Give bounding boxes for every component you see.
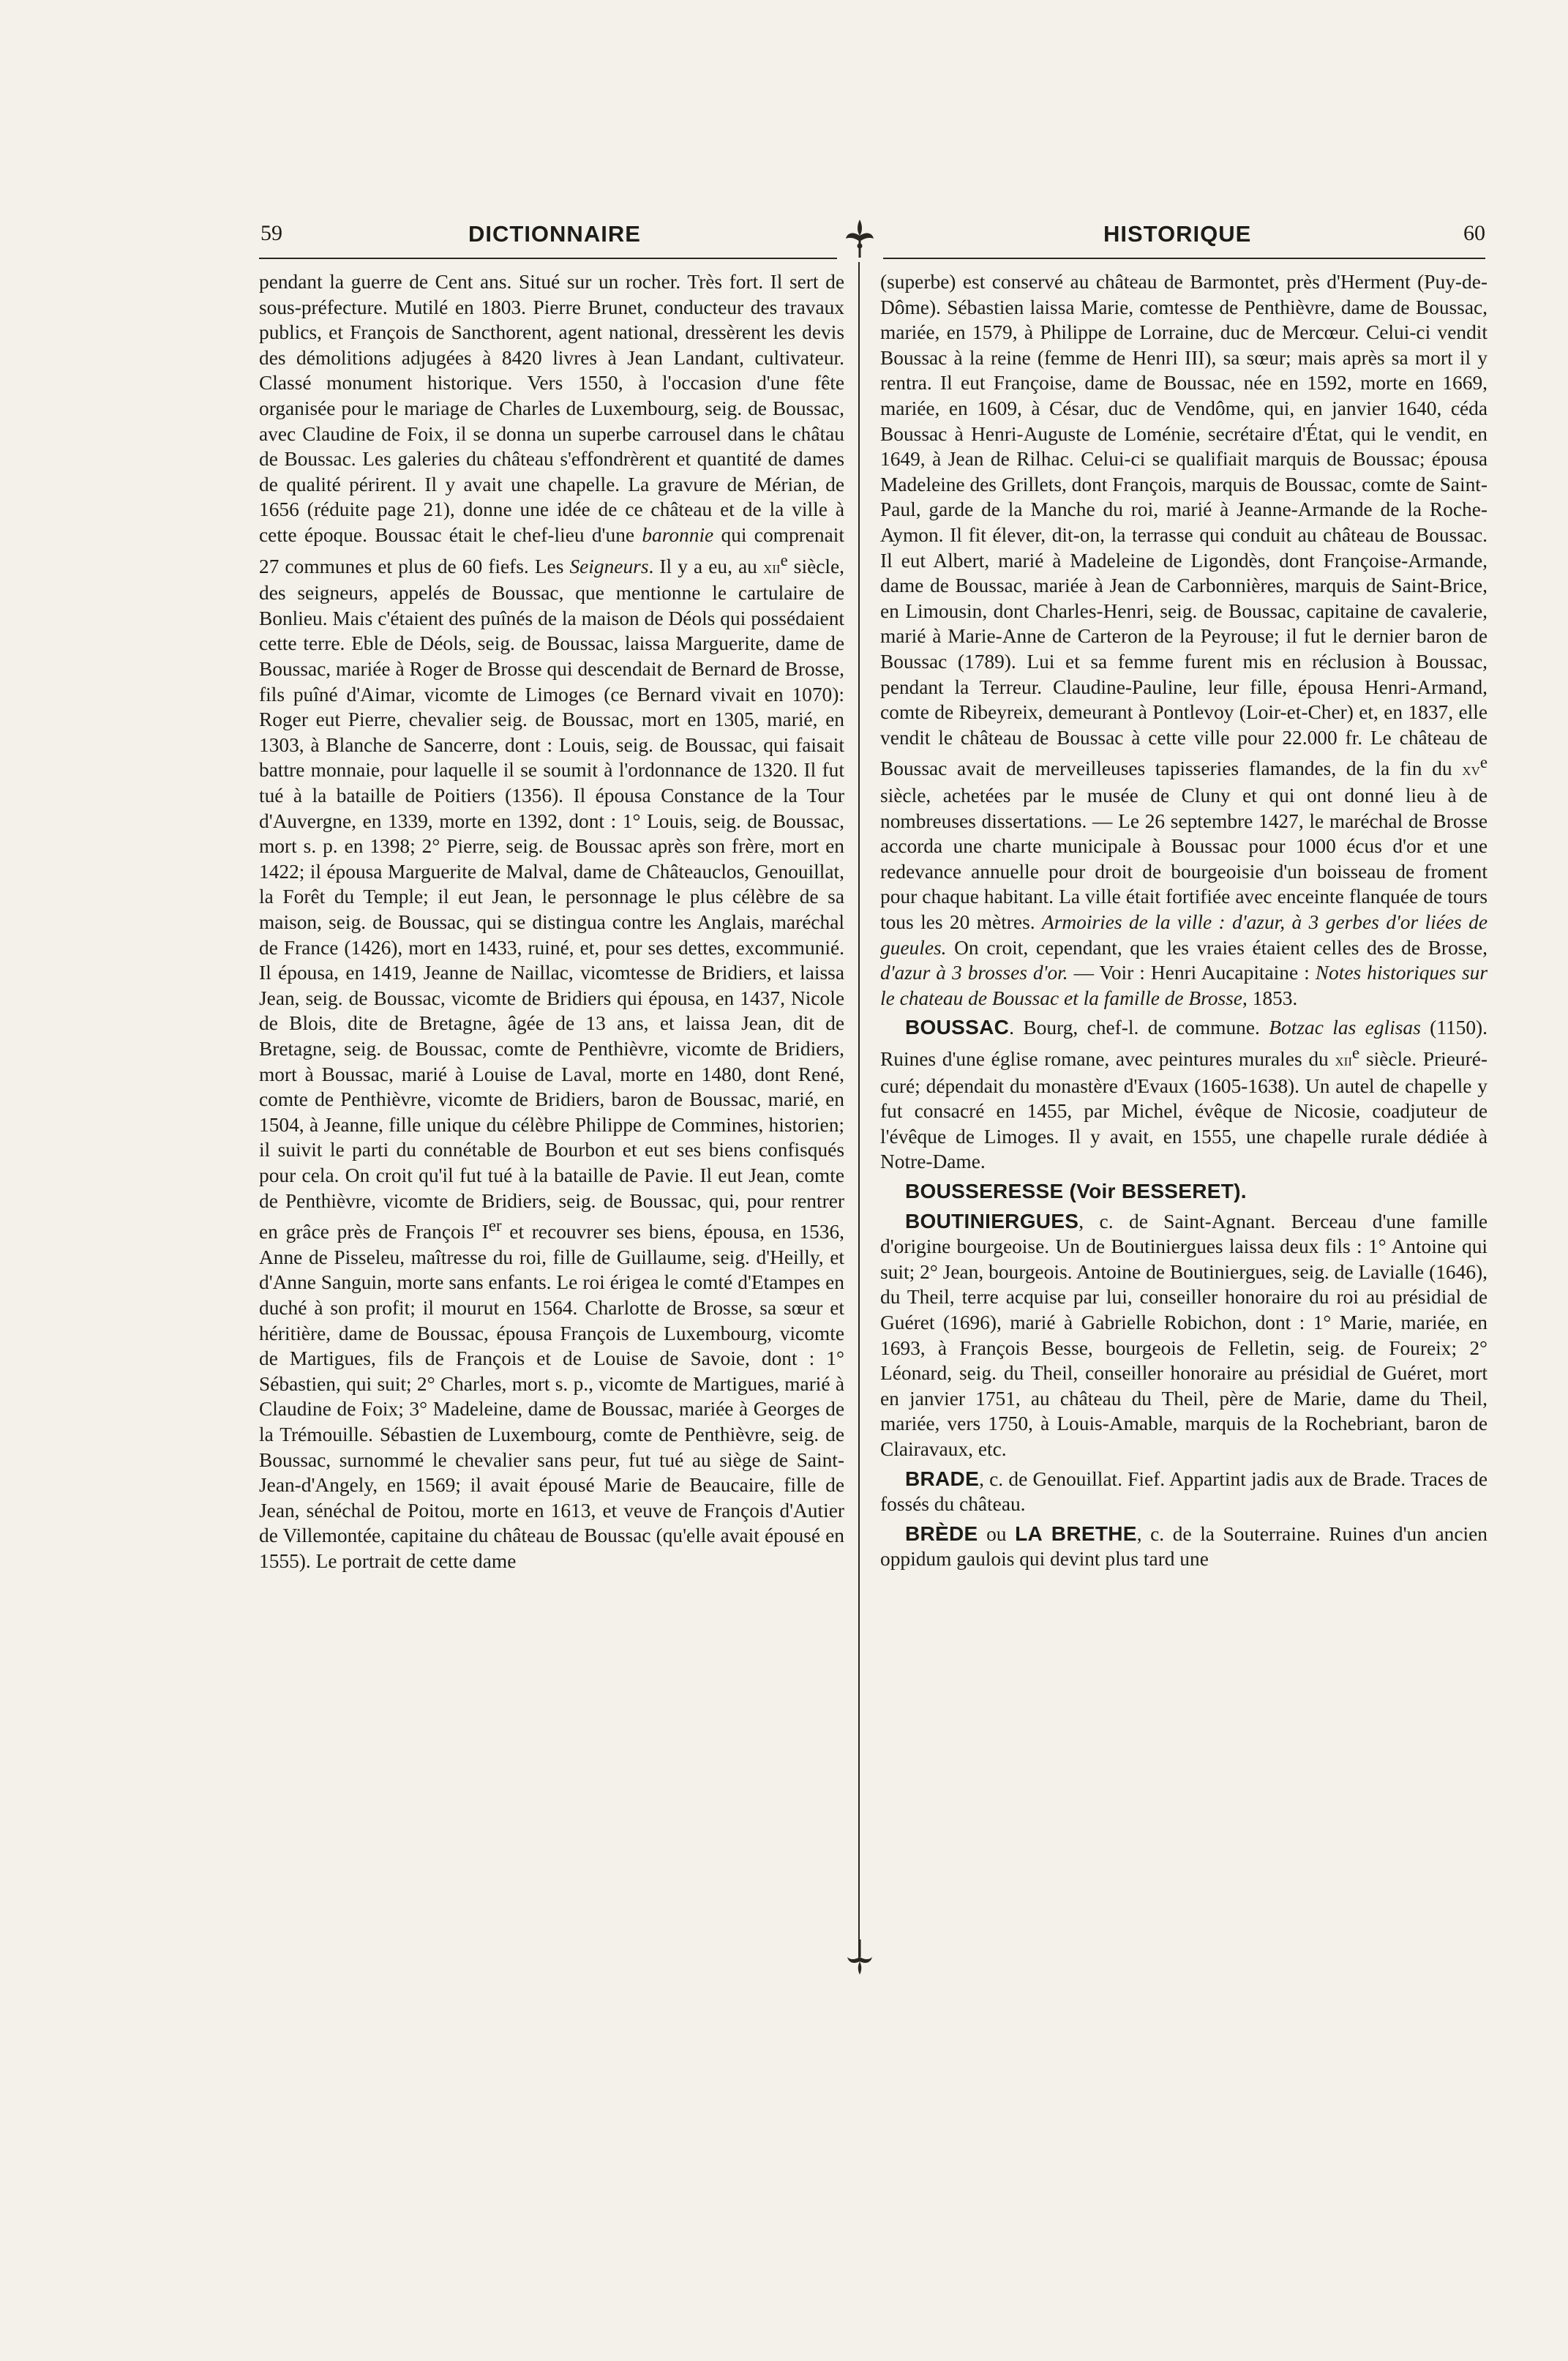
- headword: BOUSSAC: [905, 1016, 1010, 1039]
- entry-bousseresse: [880, 1179, 1488, 1205]
- entry-brade: BRADE, c. de Genouillat. Fief. Appartint jadis aux de Brade. Traces de fossés du château.: [880, 1467, 1488, 1516]
- fleuron-ornament-icon: [844, 1939, 875, 1976]
- headword: BRÈDE: [905, 1522, 978, 1545]
- entry-brede: BRÈDE ou LA BRETHE, c. de la Souterraine. Ruines d'un ancien oppidum gaulois qui devint plus tard une: [880, 1522, 1488, 1571]
- page-number-left: 59: [260, 221, 282, 245]
- entry-boutiniergues: BOUTINIERGUES, c. de Saint-Agnant. Berceau d'une famille d'origine bourgeoise. Un de Boutiniergues laissa deux fils : 1° Antoine qui suit; 2° Jean, bourgeois. Antoine de Boutiniergues, seig. de Lavialle (1646), du Theil, terre acquise par lui, conseiller honoraire du roi au présidial de Guéret (1696), marié à Gabrielle Robichon, dont : 1° Marie, mariée, en 1693, à François Besse, bourgeois de Felletin, seig. de Foureix; 2° Léonard, seig. du Theil, conseiller honoraire au présidial de Guéret, mort en janvier 1751, au château du Theil, père de Marie, dame du Theil, mariée, vers 1750, à Louis-Amable, marquis de la Rochebriant, baron de Clairavaux, etc.: [880, 1209, 1488, 1460]
- header-rule-right: [883, 258, 1485, 259]
- boussac-chateau-continuation-right: (superbe) est conservé au château de Barmontet, près d'Herment (Puy-de-Dôme). Sébastien laissa Marie, comtesse de Penthièvre, dame de Boussac, mariée, en 1579, à Philippe de Lorraine, duc de Mercœur. Celui-ci vendit Boussac à la reine (femme de Henri III), sa sœur; mais après sa mort il y rentra. Il eut Françoise, dame de Boussac, née en 1592, morte en 1669, mariée, en 1609, à César, duc de Vendôme, qui, en janvier 1640, céda Boussac à Henri-Auguste de Loménie, secrétaire d'État, qui le vendit, en 1649, à Jean de Rilhac. Celui-ci se qualifiait marquis de Boussac; épousa Madeleine des Grillets, dont François, marquis de Boussac, comte de Saint-Paul, garde de la Manche du roi, marié à Jeanne-Armande de la Roche-Aymon. Il fit élever, dit-on, la terrasse qui conduit au château de Boussac. Il eut Albert, marié à Madeleine de Ligondès, dont Françoise-Armande, dame de Boussac, mariée à Jean de Carbonnières, marquis de Saint-Brice, en Limousin, dont Charles-Henri, seig. de Boussac, capitaine de cavalerie, marié à Marie-Anne de Carteron de la Peyrouse; il fut le dernier baron de Boussac (1789). Lui et sa femme furent mis en réclusion à Boussac, pendant la Terreur. Claudine-Pauline, leur fille, épousa Henri-Armand, comte de Ribeyreix, demeurant à Pontlevoy (Loir-et-Cher) et, en 1837, elle vendit le château de Boussac à cette ville pour 22.000 fr. Le château de Boussac avait de merveilleuses tapisseries flamandes, de la fin du $xv^e$ siècle, achetées par le musée de Cluny et qui ont donné lieu à de nombreuses dissertations. — Le 26 septembre 1427, le maréchal de Brosse accorda une charte municipale à Boussac pour 1000 écus d'or et une redevance annuelle pour droit de bourgeoisie d'un boisseau de froment pour chaque habitant. La ville était fortifiée avec enceinte flanquée de tours tous les 20 mètres. Armoiries de la ville : d'azur, à 3 gerbes d'or liées de gueules. On croit, cependant, que les vraies étaient celles des de Brosse, d'azur à 3 brosses d'or. — Voir : Henri Aucapitaine : Notes historiques sur le chateau de Boussac et la famille de Brosse, 1853.: [880, 271, 1488, 1009]
- headword: BRADE: [905, 1467, 980, 1490]
- left-column: [259, 269, 844, 1574]
- running-title-right: HISTORIQUE: [1103, 221, 1252, 247]
- boussac-chateau-continuation: pendant la guerre de Cent ans. Situé sur un rocher. Très fort. Il sert de sous-préfecture. Mutilé en 1803. Pierre Brunet, conducteur des travaux publics, et François de Sancthorent, agent national, dressèrent les devis des démolitions adjugées à 8420 livres à Jean Landant, cultivateur. Classé monument historique. Vers 1550, à l'occasion d'une fête organisée pour le mariage de Charles de Luxembourg, seig. de Boussac, avec Claudine de Foix, il se donna un superbe carrousel dans le châtau de Boussac. Les galeries du château s'effondrèrent et quantité de dames de qualité périrent. Il y avait une chapelle. La gravure de Mérian, de 1656 (réduite page 21), donne une idée de ce château et de la ville à cette époque. Boussac était le chef-lieu d'une baronnie qui comprenait 27 communes et plus de 60 fiefs. Les Seigneurs. Il y a eu, au xii$^e$ siècle, des seigneurs, appelés de Boussac, que mentionne le cartulaire de Bonlieu. Mais c'étaient des puînés de la maison de Déols qui possédaient cette terre. Eble de Déols, seig. de Boussac, laissa Marguerite, dame de Boussac, mariée à Roger de Brosse qui descendait de Bernard de Brosse, fils puîné d'Aimar, vicomte de Limoges (ce Bernard vivait en 1070): Roger eut Pierre, chevalier seig. de Boussac, mort en 1305, marié, en 1303, à Blanche de Sancerre, dont : Louis, seig. de Boussac, qui faisait battre monnaie, pour laquelle il se soumit à l'ordonnance de 1320. Il fut tué à la bataille de Poitiers (1356). Il épousa Constance de la Tour d'Auvergne, en 1339, morte en 1392, dont : 1° Louis, seig. de Boussac, mort s. p. en 1398; 2° Pierre, seig. de Boussac après son frère, mort en 1422; il épousa Marguerite de Malval, dame de Châteauclos, Genouillat, la Forêt du Temple; il eut Jean, le personnage le plus célèbre de sa maison, seig. de Boussac, qui se distingua contre les Anglais, maréchal de France (1426), mort en 1433, ruiné, et, pour ses dettes, excommunié. Il épousa, en 1419, Jeanne de Naillac, vicomtesse de Bridiers, et laissa Jean, seig. de Boussac, vicomte de Bridiers qui épousa, en 1437, Nicole de Blois, dite de Bretagne, âgée de 13 ans, et laissa Jean, dit de Bretagne, seig. de Boussac, comte de Penthièvre, vicomte de Bridiers, mort à Boussac, marié à Louise de Laval, morte en 1480, dont René, comte de Penthièvre, vicomte de Bridiers, baron de Boussac, marié, en 1504, à Jeanne, fille unique du célèbre Philippe de Commines, historien; il suivit le parti du connétable de Bourbon et eut ses biens confisqués pour cela. On croit qu'il fut tué à la bataille de Pavie. Il eut Jean, comte de Penthièvre, vicomte de Bridiers, seig. de Boussac, qui, pour rentrer en grâce près de François Ier et recouvrer ses biens, épousa, en 1536, Anne de Pisseleu, maîtresse du roi, fille de Guillaume, seig. d'Heilly, et d'Anne Sanguin, morte sans enfants. Le roi érigea le comté d'Etampes en duché à son profit; il mourut en 1564. Charlotte de Brosse, sa sœur et héritière, dame de Boussac, épousa François de Luxembourg, vicomte de Martigues, fils de François et de Louise de Savoie, dont : 1° Sébastien, qui suit; 2° Charles, mort s. p., vicomte de Martigues, marié à Claudine de Foix; 3° Madeleine, dame de Boussac, mariée à Georges de la Trémouille. Sébastien de Luxembourg, comte de Penthièvre, seig. de Boussac, surnommé le chevalier sans peur, fut tué au siège de Saint-Jean-d'Angely, en 1569; il avait épousé Marie de Beaucaire, fille de Jean, sénéchal de Poitou, morte en 1613, et veuve de François d'Autier de Villemontée, capitaine du château de Boussac (qu'elle avait épousé en 1555). Le portrait de cette dame: [259, 271, 844, 1572]
- column-divider: [858, 262, 860, 1961]
- headword: LA BRETHE: [1015, 1522, 1137, 1545]
- page-number-right: 60: [1463, 221, 1485, 245]
- headword: BOUSSERESSE (Voir BESSERET).: [905, 1180, 1247, 1203]
- right-column: [880, 269, 1488, 1572]
- header-rule-left: [259, 258, 837, 259]
- entry-boussac-bourg: BOUSSAC. Bourg, chef-l. de commune. Botzac las eglisas (1150). Ruines d'une église romane, avec peintures murales du xii$^e$ siècle. Prieuré-curé; dépendait du monastère d'Evaux (1605-1638). Un autel de chapelle y fut consacré en 1455, par Michel, évêque de Nicosie, coadjuteur de l'évêque de Limoges. Il y avait, en 1555, une chapelle rurale dédiée à Notre-Dame.: [880, 1016, 1488, 1173]
- fleuron-ornament-icon: [841, 217, 878, 258]
- headword: BOUTINIERGUES: [905, 1209, 1079, 1232]
- running-title-left: DICTIONNAIRE: [468, 221, 641, 247]
